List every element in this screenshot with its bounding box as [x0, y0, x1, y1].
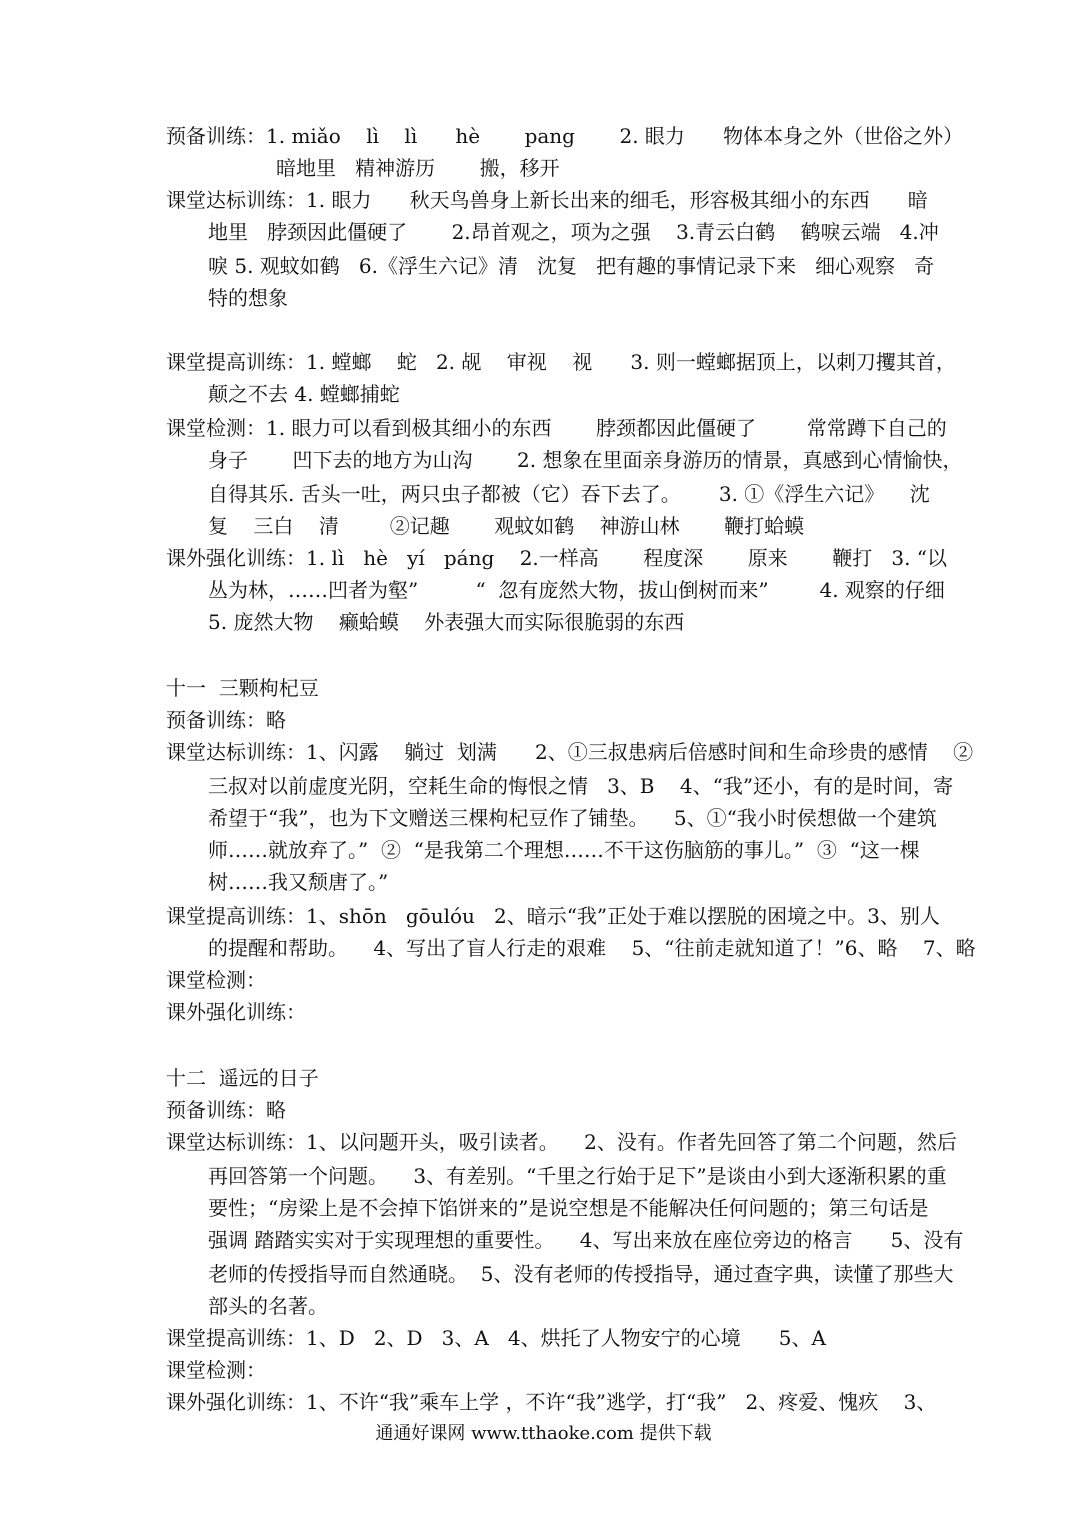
text-line: 预备训练：1. miǎo lì lì hè pang 2. 眼力 物体本身之外（世俗之外）: [166, 124, 964, 148]
text-line: 老师的传授指导而自然通晓。 5、没有老师的传授指导，通过查字典，读懂了那些大: [208, 1262, 954, 1286]
text-line: 地里 脖颈因此僵硬了 2.昂首观之，项为之强 3.青云白鹤 鹤唳云端 4.冲: [208, 220, 939, 244]
text-line: 课堂达标训练：1. 眼力 秋天鸟兽身上新长出来的细毛，形容极其细小的东西 暗: [166, 188, 928, 212]
text-line: 课外强化训练：: [166, 1000, 306, 1024]
text-line: 要性；“房梁上是不会掉下馅饼来的”是说空想是不能解决任何问题的；第三句话是: [208, 1196, 929, 1220]
text-line: 师……就放弃了。” ② “是我第二个理想……不干这伤脑筋的事儿。” ③ “这一棵: [208, 838, 920, 862]
text-line: 预备训练：略: [166, 1098, 286, 1122]
text-line: 身子 凹下去的地方为山沟 2. 想象在里面亲身游历的情景，真感到心情愉快，: [208, 448, 963, 472]
section-heading: 十二 遥远的日子: [166, 1066, 319, 1090]
text-line: 暗地里 精神游历 搬，移开: [276, 156, 560, 180]
text-line: 唳 5. 观蚊如鹤 6.《浮生六记》清 沈复 把有趣的事情记录下来 细心观察 奇: [208, 254, 935, 278]
text-line: 课外强化训练：1、不许“我”乘车上学 ，不许“我”逃学，打“我” 2、疼爱、愧疚 3、: [166, 1390, 937, 1414]
text-line: 强调 踏踏实实对于实现理想的重要性。 4、写出来放在座位旁边的格言 5、没有: [208, 1228, 964, 1252]
text-line: 三叔对以前虚度光阴，空耗生命的悔恨之情 3、B 4、“我”还小，有的是时间，寄: [208, 774, 954, 798]
text-line: 课堂达标训练：1、以问题开头，吸引读者。 2、没有。作者先回答了第二个问题，然后: [166, 1130, 957, 1154]
text-line: 课外强化训练：1. lì hè yí páng 2.一样高 程度深 原来 鞭打 3. “以: [166, 546, 948, 570]
page-footer: 通通好课网 www.tthaoke.com 提供下载: [375, 1423, 712, 1444]
text-line: 颠之不去 4. 螳螂捕蛇: [208, 382, 400, 406]
text-line: 课堂检测：: [166, 968, 266, 992]
text-line: 课堂达标训练：1、闪露 躺过 划满 2、①三叔患病后倍感时间和生命珍贵的感情 ②: [166, 740, 974, 764]
text-line: 再回答第一个问题。 3、有差别。“千里之行始于足下”是谈由小到大逐渐积累的重: [208, 1164, 947, 1188]
text-line: 预备训练：略: [166, 708, 286, 732]
text-line: 课堂检测：: [166, 1358, 266, 1382]
text-line: 树……我又颓唐了。”: [208, 870, 389, 894]
text-line: 课堂提高训练：1. 螳螂 蛇 2. 觇 审视 视 3. 则一螳螂据顶上，以刺刀攫其首，: [166, 350, 956, 374]
text-line: 丛为林，……凹者为壑” “ 忽有庞然大物，拔山倒树而来” 4. 观察的仔细: [208, 578, 945, 602]
text-line: 课堂提高训练：1、shōn gōulóu 2、暗示“我”正处于难以摆脱的困境之中。3、别人: [166, 904, 940, 928]
text-line: 的提醒和帮助。 4、写出了盲人行走的艰难 5、“往前走就知道了！”6、略 7、略: [208, 936, 976, 960]
text-line: 5. 庞然大物 癞蛤蟆 外表强大而实际很脆弱的东西: [208, 610, 685, 634]
text-line: 特的想象: [208, 286, 288, 310]
text-line: 自得其乐. 舌头一吐，两只虫子都被（它）吞下去了。 3. ①《浮生六记》 沈: [208, 482, 930, 506]
text-line: 部头的名著。: [208, 1294, 328, 1318]
text-line: 课堂检测：1. 眼力可以看到极其细小的东西 脖颈都因此僵硬了 常常蹲下自己的: [166, 416, 947, 440]
text-line: 希望于“我”，也为下文赠送三棵枸杞豆作了铺垫。 5、①“我小时侯想做一个建筑: [208, 806, 937, 830]
text-line: 课堂提高训练：1、D 2、D 3、A 4、烘托了人物安宁的心境 5、A: [166, 1326, 826, 1350]
text-line: 复 三白 清 ②记趣 观蚊如鹤 神游山林 鞭打蛤蟆: [208, 514, 805, 538]
section-heading: 十一 三颗枸杞豆: [166, 676, 319, 700]
